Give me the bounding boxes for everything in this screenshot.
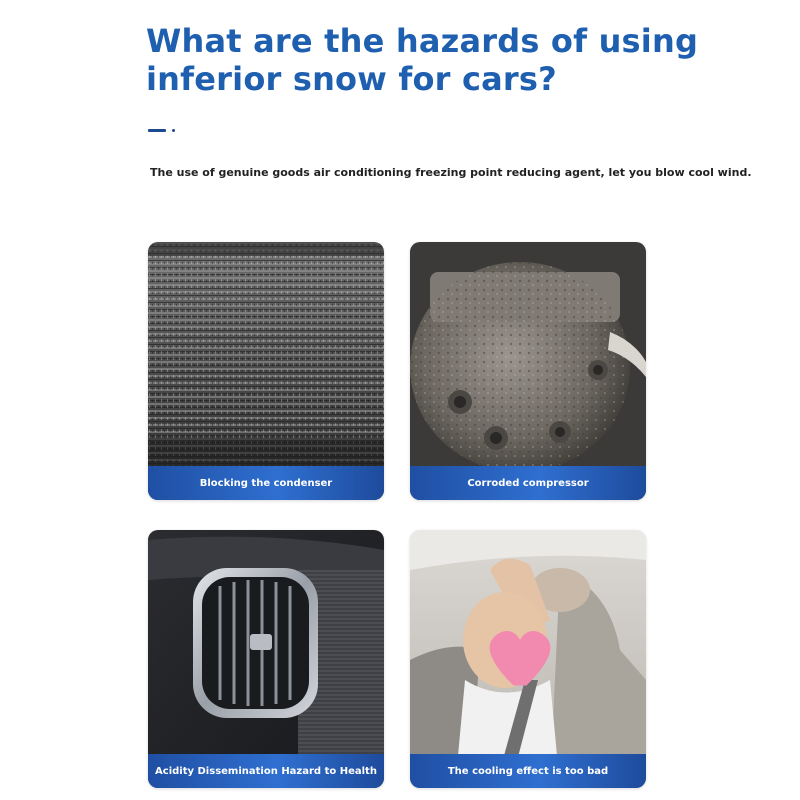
- caption-bar: [148, 466, 384, 500]
- caption-bar: [148, 754, 384, 788]
- car-air-vent-photo: [148, 530, 384, 788]
- page-title: What are the hazards of using inferior snow for cars?: [146, 22, 699, 98]
- dirty-condenser-photo: [148, 242, 384, 500]
- hazard-card-compressor: [410, 242, 646, 500]
- corroded-compressor-photo: [410, 242, 646, 500]
- title-accent-line: [148, 129, 166, 132]
- hazard-card-air-vent: [148, 530, 384, 788]
- hazard-card-passenger: [410, 530, 646, 788]
- page-subtitle: The use of genuine goods air conditioning freezing point reducing agent, let you blow cool wind.: [150, 166, 752, 179]
- title-accent-dot: [172, 129, 175, 132]
- card-caption: Corroded compressor: [467, 477, 589, 489]
- caption-bar: [410, 754, 646, 788]
- card-caption: Acidity Dissemination Hazard to Health: [155, 765, 377, 777]
- caption-bar: [410, 466, 646, 500]
- card-caption: The cooling effect is too bad: [447, 765, 609, 777]
- hazard-card-condenser: [148, 242, 384, 500]
- hot-passenger-photo: [410, 530, 646, 788]
- card-caption: Blocking the condenser: [199, 477, 333, 489]
